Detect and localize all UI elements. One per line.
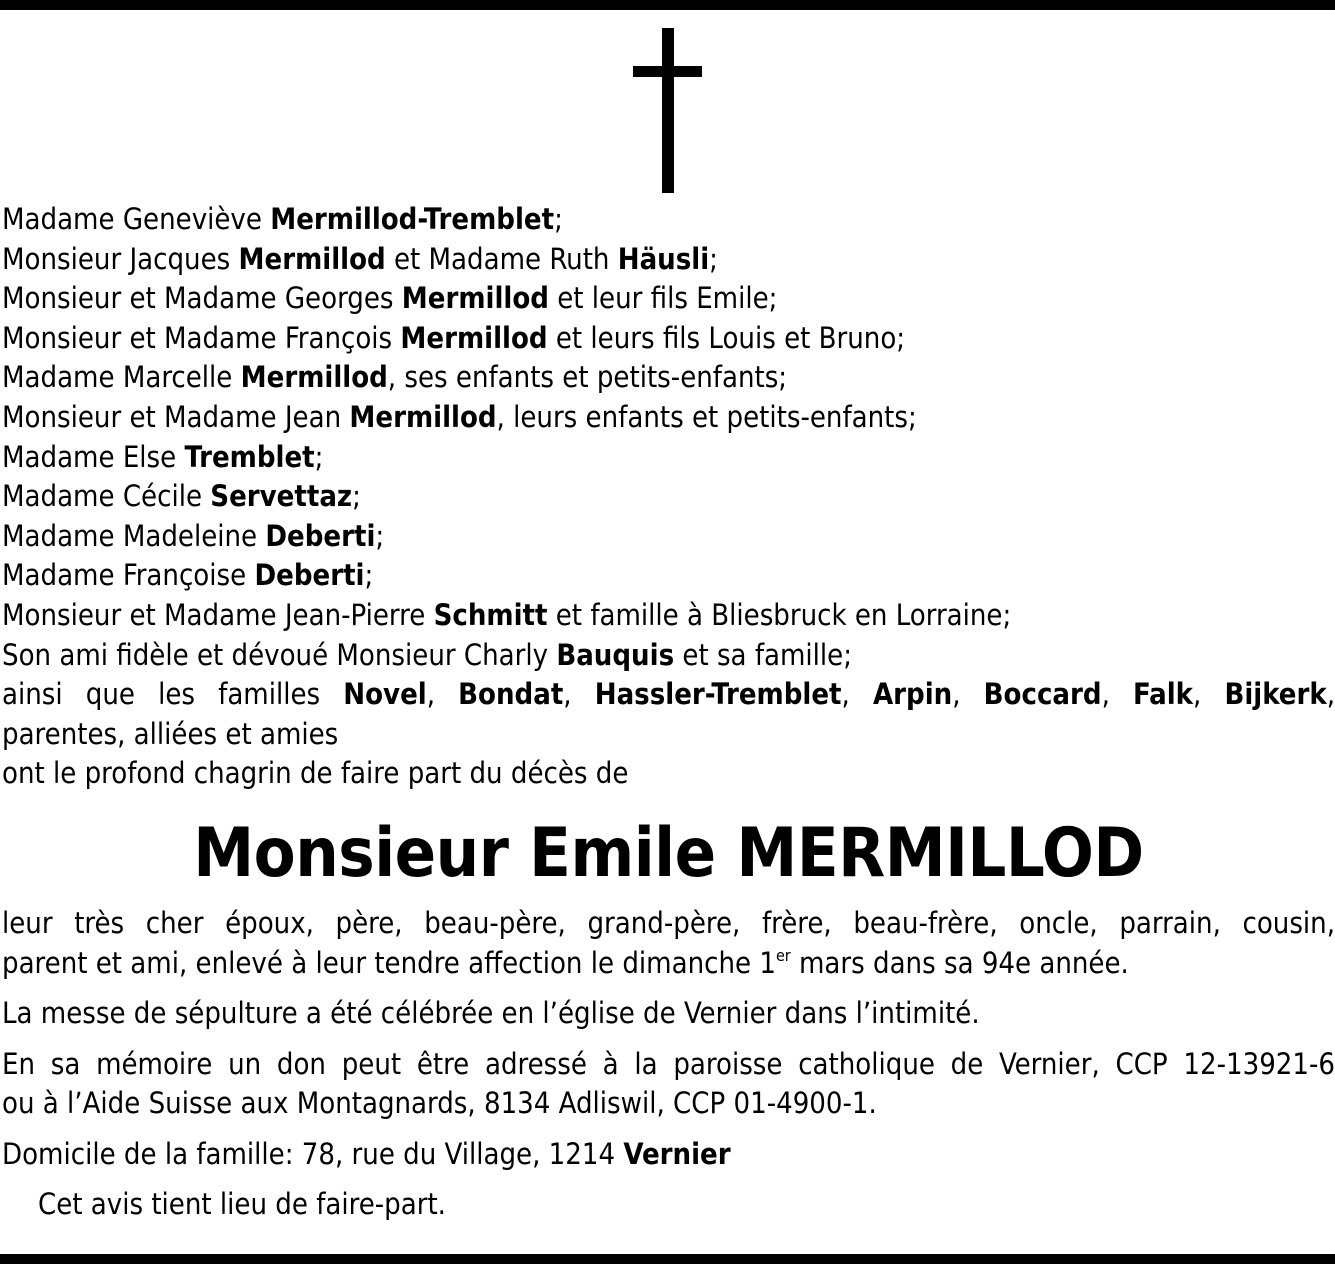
tribute-line-2: parent et ami, enlevé à leur tendre affection le dimanche 1er mars dans sa 94e année. — [2, 945, 1129, 980]
mourner-line: Monsieur et Madame Jean-Pierre Schmitt et famille à Bliesbruck en Lorraine; — [2, 597, 1012, 632]
donation-line-1: En sa mémoire un don peut être adressé à la paroisse catholique de Vernier, CCP 12-13921-6 — [2, 1046, 1335, 1081]
mourner-line: parentes, alliées et amies — [2, 716, 339, 751]
mourner-line: ainsi que les familles Novel, Bondat, Hassler-Tremblet, Arpin, Boccard, Falk, Bijkerk, — [2, 677, 1335, 712]
mass-paragraph: La messe de sépulture a été célébrée en l’église de Vernier dans l’intimité. — [2, 996, 980, 1031]
mourner-line: Madame Marcelle Mermillod, ses enfants et petits-enfants; — [2, 360, 788, 395]
mourner-line: Madame Geneviève Mermillod-Tremblet; — [2, 202, 563, 236]
mourner-line: Madame Else Tremblet; — [2, 439, 324, 474]
mourner-line: Monsieur et Madame Georges Mermillod et leur fils Emile; — [2, 281, 778, 316]
mourner-line: Madame Madeleine Deberti; — [2, 518, 385, 553]
tribute-line-1: leur très cher époux, père, beau-père, grand-père, frère, beau-frère, oncle, parrain, cousin, — [2, 905, 1335, 940]
domicile-city: Vernier — [623, 1136, 731, 1171]
donation-paragraph — [2, 1045, 1335, 1124]
footer-note: Cet avis tient lieu de faire-part. — [38, 1187, 446, 1222]
domicile-paragraph: Domicile de la famille: 78, rue du Village, 1214 Vernier — [2, 1136, 731, 1171]
top-border — [0, 0, 1335, 10]
mourner-line: ont le profond chagrin de faire part du décès de — [2, 756, 629, 791]
obituary-body — [2, 200, 1335, 1225]
mourner-line: Madame Françoise Deberti; — [2, 558, 374, 593]
tribute-paragraph — [2, 904, 1335, 983]
mourner-line: Monsieur Jacques Mermillod et Madame Ruth Häusli; — [2, 241, 718, 276]
mourner-line: Madame Cécile Servettaz; — [2, 479, 361, 514]
bottom-border — [0, 1254, 1335, 1264]
mourners-list — [2, 200, 1335, 794]
deceased-name: Monsieur Emile MERMILLOD — [193, 813, 1144, 893]
mourner-line: Monsieur et Madame Jean Mermillod, leurs enfants et petits-enfants; — [2, 399, 917, 434]
donation-line-2: ou à l’Aide Suisse aux Montagnards, 8134 Adliswil, CCP 01-4900-1. — [2, 1086, 877, 1121]
mourner-line: Monsieur et Madame François Mermillod et leurs fils Louis et Bruno; — [2, 320, 906, 355]
mourner-line: Son ami fidèle et dévoué Monsieur Charly Bauquis et sa famille; — [2, 637, 853, 672]
